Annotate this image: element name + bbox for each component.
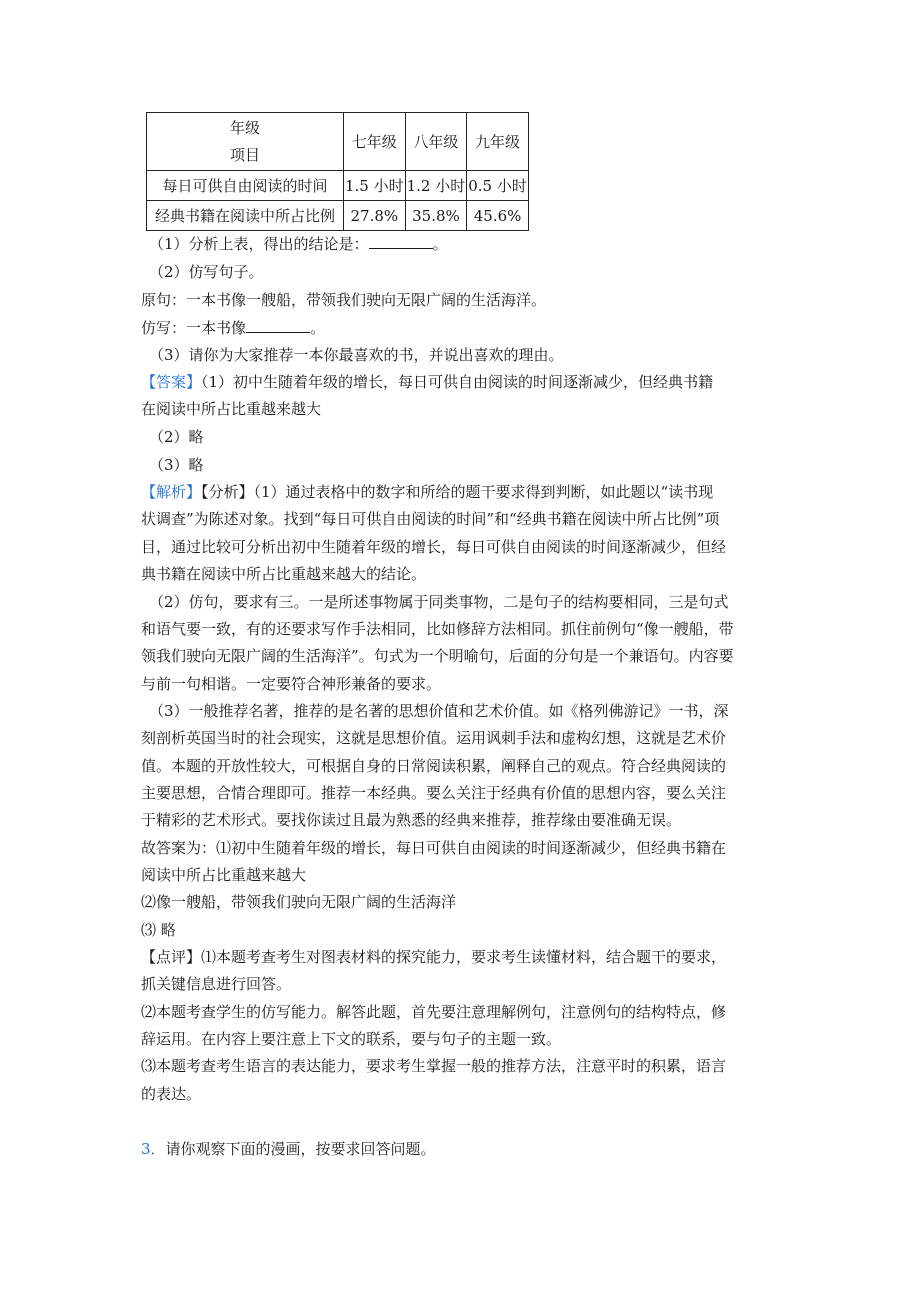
table-corner-header [147,113,344,171]
comment-line: 抓关键信息进行回答。 [141,975,292,993]
answer-line-3: （2）略 [149,428,204,446]
comment-line: 的表达。 [141,1085,202,1103]
answer-blank [369,234,433,249]
answer-line-4: （3）略 [149,456,204,474]
final-answer-line: 阅读中所占比重越来越大 [141,866,307,884]
analysis-line: 与前一句相谐。一定要符合神形兼备的要求。 [141,675,442,693]
comment-line: ⑶本题考查考生语言的表达能力，要求考生掌握一般的推荐方法，注意平时的积累，语言 [141,1057,727,1075]
table-cell: 1.5 小时 [344,171,406,201]
analysis-line: 目，通过比较可分析出初中生随着年级的增长，每日可供自由阅读的时间逐渐减少，但经 [141,538,727,556]
column-header: 九年级 [467,113,529,171]
final-answer-line: ⑶ 略 [141,921,176,939]
analysis-tag: 【解析】 [141,483,202,501]
row-label: 每日可供自由阅读的时间 [147,171,344,201]
analysis-line: 领我们驶向无限广阔的生活海洋”。句式为一个明喻句，后面的分句是一个兼语句。内容要 [141,647,734,665]
analysis-line: 刻剖析英国当时的社会现实，这就是思想价值。运用讽刺手法和虚构幻想，这就是艺术价 [141,729,727,747]
column-header: 七年级 [344,113,406,171]
question-3: （3）请你为大家推荐一本你最喜欢的书，并说出喜欢的理由。 [149,346,564,364]
question-2: （2）仿写句子。 [149,263,264,281]
table-cell: 45.6% [467,201,529,231]
analysis-line: 值。本题的开放性较大，可根据自身的日常阅读积累，阐释自己的观点。符合经典阅读的 [141,757,727,775]
imitation-line: 仿写：一本书像 。 [141,319,326,337]
answer-blank [246,318,310,333]
question-3-heading: 3．请你观察下面的漫画，按要求回答问题。 [141,1140,436,1158]
table-cell: 1.2 小时 [405,171,467,201]
analysis-line: 于精彩的艺术形式。要找你读过且最为熟悉的经典来推荐，推荐缘由要准确无误。 [141,811,682,829]
table-row [147,201,529,231]
analysis-line: （3）一般推荐名著，推荐的是名著的思想价值和艺术价值。如《格列佛游记》一书，深 [149,702,729,720]
row-label: 经典书籍在阅读中所占比例 [147,201,344,231]
table-row [147,171,529,201]
comment-line: ⑵本题考查学生的仿写能力。解答此题，首先要注意理解例句，注意例句的结构特点，修 [141,1003,727,1021]
reading-survey-table [146,112,529,231]
table-cell: 35.8% [405,201,467,231]
analysis-line: 状调查”为陈述对象。找到“每日可供自由阅读的时间”和“经典书籍在阅读中所占比例”项 [141,510,720,528]
final-answer-line: ⑵像一艘船，带领我们驶向无限广阔的生活海洋 [141,893,457,911]
original-sentence: 原句：一本书像一艘船，带领我们驶向无限广阔的生活海洋。 [141,291,547,309]
question-number: 3． [141,1140,166,1158]
final-answer-line: 故答案为：⑴初中生随着年级的增长，每日可供自由阅读的时间逐渐减少，但经典书籍在 [141,839,727,857]
analysis-line: （2）仿句，要求有三。一是所述事物属于同类事物，二是句子的结构要相同，三是句式 [149,593,729,611]
analysis-line: 典书籍在阅读中所占比重越来越大的结论。 [141,565,427,583]
header-grade: 年级 [229,118,260,137]
analysis-line: 【解析】【分析】（1）通过表格中的数字和所给的题干要求得到判断，如此题以“读书现 [141,483,714,501]
column-header: 八年级 [405,113,467,171]
table-cell: 0.5 小时 [467,171,529,201]
comment-line: 【点评】⑴本题考查考生对图表材料的探究能力，要求考生读懂材料，结合题干的要求， [141,948,727,966]
question-1: （1）分析上表，得出的结论是： 。 [149,235,448,253]
table-cell: 27.8% [344,201,406,231]
analysis-line: 主要思想，合情合理即可。推荐一本经典。要么关注于经典有价值的思想内容，要么关注 [141,784,727,802]
analysis-line: 和语气要一致，有的还要求写作手法相同，比如修辞方法相同。抓住前例句“像一艘船，带 [141,620,734,638]
answer-line-2: 在阅读中所占比重越来越大 [141,400,322,418]
answer-line-1: 【答案】（1）初中生随着年级的增长，每日可供自由阅读的时间逐渐减少，但经典书籍 [141,373,714,391]
answer-tag: 【答案】 [141,373,202,391]
comment-line: 辞运用。在内容上要注意上下文的联系，要与句子的主题一致。 [141,1030,562,1048]
header-item: 项目 [229,145,260,164]
